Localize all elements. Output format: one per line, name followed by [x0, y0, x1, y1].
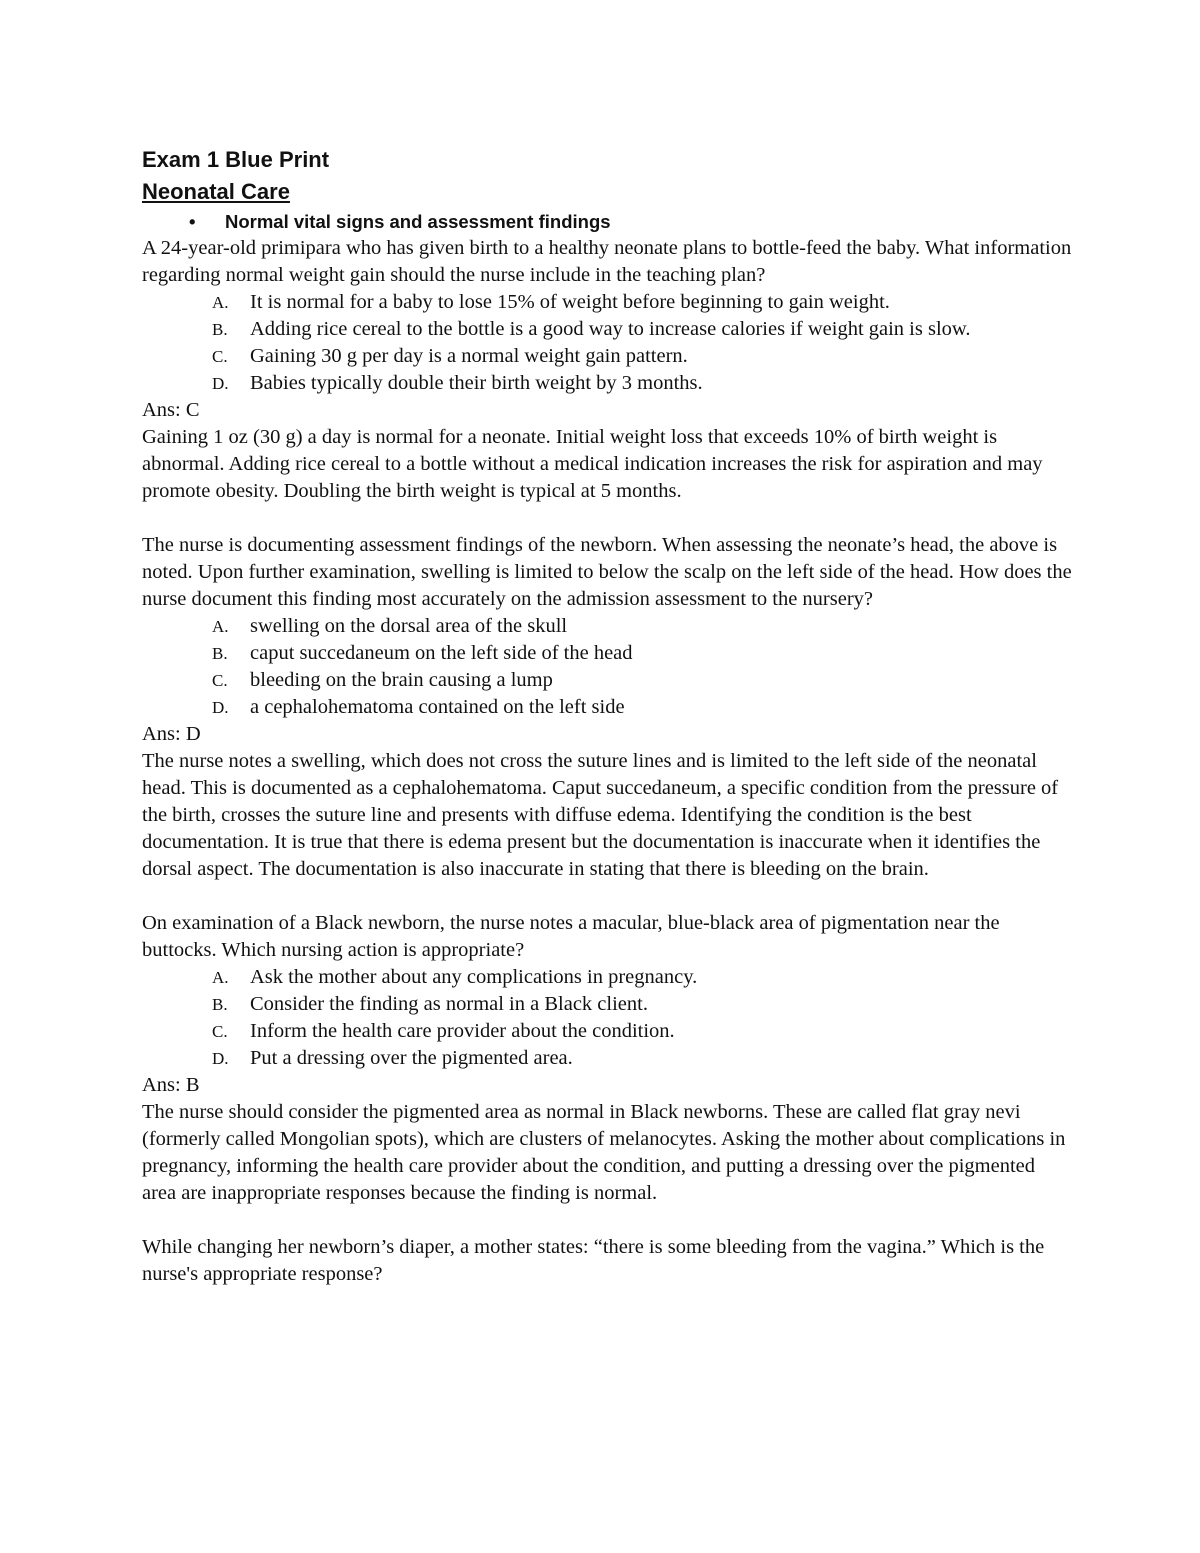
paragraph-gap	[142, 883, 1072, 910]
option-letter: B.	[212, 320, 228, 339]
section-title: Neonatal Care	[142, 179, 290, 204]
answer-key: Ans: B	[142, 1074, 200, 1096]
option-letter: A.	[212, 617, 229, 636]
bullet-dot-icon: •	[189, 211, 196, 232]
rationale: The nurse should consider the pigmented area as normal in Black newborns. These are called flat gray nevi (formerly called Mongolian spots), which are clusters of melanocytes. Asking the mother about complications in pregnancy, informing the health care provider about the condition, and putting a dressing over the pigmented area are inappropriate responses because the finding is normal.	[142, 1101, 1066, 1204]
option-letter: D.	[212, 1049, 229, 1068]
document-title: Exam 1 Blue Print	[142, 147, 330, 172]
question-stem: A 24-year-old primipara who has given birth to a healthy neonate plans to bottle-feed the baby. What information regarding normal weight gain should the nurse include in the teaching plan?	[142, 237, 1072, 286]
topic-bullet-text: Normal vital signs and assessment findings	[225, 211, 611, 232]
option-letter: C.	[212, 1022, 228, 1041]
question-stem: On examination of a Black newborn, the nurse notes a macular, blue-black area of pigmentation near the buttocks. Which nursing action is appropriate?	[142, 912, 1000, 961]
option-text: Inform the health care provider about the condition.	[250, 1020, 675, 1042]
option-letter: A.	[212, 293, 229, 312]
option-a	[142, 289, 1072, 316]
rationale: Gaining 1 oz (30 g) a day is normal for a neonate. Initial weight loss that exceeds 10% of birth weight is abnormal. Adding rice cereal to a bottle without a medical indication increases the risk for aspiration and may promote obesity. Doubling the birth weight is typical at 5 months.	[142, 426, 1043, 502]
option-c	[142, 1018, 1072, 1045]
answer-options	[142, 289, 1072, 397]
answer-key: Ans: C	[142, 399, 200, 421]
answer-options	[142, 964, 1072, 1072]
paragraph-gap	[142, 505, 1072, 532]
option-text: Babies typically double their birth weight by 3 months.	[250, 372, 703, 394]
question-1	[142, 235, 1072, 505]
option-b	[142, 640, 1072, 667]
option-b	[142, 316, 1072, 343]
answer-options	[142, 613, 1072, 721]
question-4	[142, 1234, 1072, 1288]
option-letter: D.	[212, 698, 229, 717]
option-text: Adding rice cereal to the bottle is a good way to increase calories if weight gain is slow.	[250, 318, 971, 340]
option-text: swelling on the dorsal area of the skull	[250, 615, 568, 637]
option-a	[142, 613, 1072, 640]
option-c	[142, 343, 1072, 370]
option-text: bleeding on the brain causing a lump	[250, 669, 553, 691]
option-c	[142, 667, 1072, 694]
option-text: It is normal for a baby to lose 15% of weight before beginning to gain weight.	[250, 291, 890, 313]
question-stem: The nurse is documenting assessment findings of the newborn. When assessing the neonate’s head, the above is noted. Upon further examination, swelling is limited to below the scalp on the left side of the head. How does the nurse document this finding most accurately on the admission assessment to the nursery?	[142, 534, 1072, 610]
option-letter: A.	[212, 968, 229, 987]
option-d	[142, 1045, 1072, 1072]
question-stem: While changing her newborn’s diaper, a mother states: “there is some bleeding from the vagina.” Which is the nurse's appropriate response?	[142, 1236, 1045, 1285]
option-text: caput succedaneum on the left side of the head	[250, 642, 633, 664]
option-text: a cephalohematoma contained on the left side	[250, 696, 625, 718]
document-page	[142, 144, 1072, 1288]
option-text: Put a dressing over the pigmented area.	[250, 1047, 573, 1069]
question-2	[142, 532, 1072, 883]
answer-key: Ans: D	[142, 723, 201, 745]
option-letter: C.	[212, 671, 228, 690]
option-letter: D.	[212, 374, 229, 393]
option-text: Consider the finding as normal in a Black client.	[250, 993, 648, 1015]
option-letter: C.	[212, 347, 228, 366]
option-b	[142, 991, 1072, 1018]
option-d	[142, 694, 1072, 721]
topic-bullet	[189, 208, 1072, 235]
option-text: Ask the mother about any complications in pregnancy.	[250, 966, 698, 988]
option-d	[142, 370, 1072, 397]
option-letter: B.	[212, 995, 228, 1014]
paragraph-gap	[142, 1207, 1072, 1234]
rationale: The nurse notes a swelling, which does not cross the suture lines and is limited to the left side of the neonatal head. This is documented as a cephalohematoma. Caput succedaneum, a specific condition from the pressure of the birth, crosses the suture line and presents with diffuse edema. Identifying the condition is the best documentation. It is true that there is edema present but the documentation is inaccurate when it identifies the dorsal aspect. The documentation is also inaccurate in stating that there is bleeding on the brain.	[142, 750, 1059, 880]
option-letter: B.	[212, 644, 228, 663]
option-text: Gaining 30 g per day is a normal weight gain pattern.	[250, 345, 688, 367]
question-3	[142, 910, 1072, 1207]
option-a	[142, 964, 1072, 991]
